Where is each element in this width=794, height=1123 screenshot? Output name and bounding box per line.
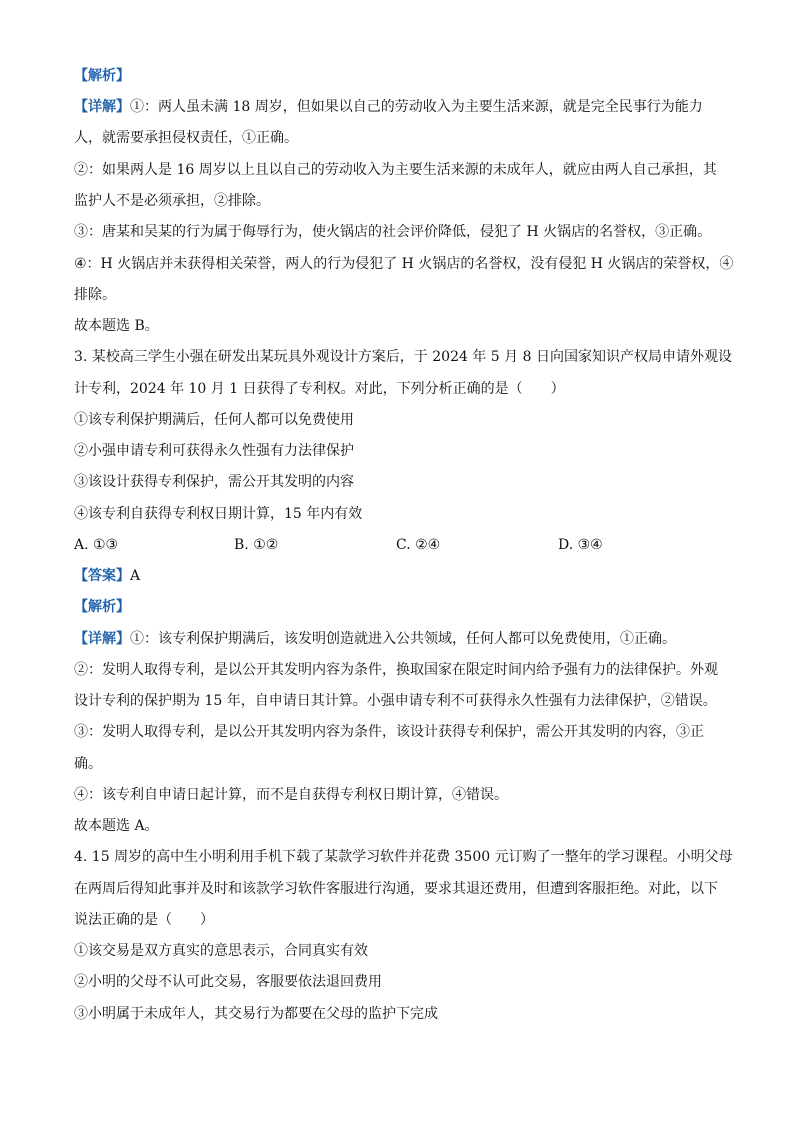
detail-label: 【详解】: [74, 99, 130, 115]
answer-line: [74, 566, 724, 586]
question-3-stem-line-1: 3. 某校高三学生小强在研发出某玩具外观设计方案后，于 2024 年 5 月 8 日向国家知识产权局申请外观设: [74, 349, 732, 365]
paragraph-4-line-1: ④：H 火锅店并未获得相关荣誉，两人的行为侵犯了 H 火锅店的名誉权，没有侵犯 H 火锅店的荣誉权，④: [74, 256, 734, 272]
question-3-item-1: ①该专利保护期满后，任何人都可以免费使用: [74, 412, 354, 428]
question-4-item-2: ②小明的父母不认可此交易，客服要依法退回费用: [74, 974, 382, 990]
question-3-item-4: ④该专利自获得专利权日期计算，15 年内有效: [74, 506, 363, 522]
q3-detail-3-line-2: 确。: [74, 756, 102, 772]
q3-conclusion: 故本题选 A。: [74, 818, 159, 834]
q3-detail-2-line-1: ②：发明人取得专利，是以公开其发明内容为条件，换取国家在限定时间内给予强有力的法律保护。外观: [74, 662, 718, 678]
option-c: C. ②④: [396, 537, 441, 553]
question-3-item-3: ③该设计获得专利保护，需公开其发明的内容: [74, 474, 354, 490]
detail-line-q3: [74, 629, 724, 649]
q3-detail-3-line-1: ③：发明人取得专利，是以公开其发明内容为条件，该设计获得专利保护，需公开其发明的内容，③正: [74, 724, 704, 740]
option-b: B. ①②: [234, 537, 279, 553]
analysis-label-q3: 【解析】: [74, 599, 130, 615]
question-3-item-2: ②小强申请专利可获得永久性强有力法律保护: [74, 443, 354, 459]
conclusion: 故本题选 B。: [74, 318, 159, 334]
answer-value: A: [130, 568, 141, 584]
paragraph-3-line-1: ③：唐某和吴某的行为属于侮辱行为，使火锅店的社会评价降低，侵犯了 H 火锅店的名誉权，③正确。: [74, 224, 712, 240]
question-4-stem-line-3: 说法正确的是（ ）: [74, 912, 214, 928]
detail-text: ①：两人虽未满 18 周岁，但如果以自己的劳动收入为主要生活来源，就是完全民事行为能力: [130, 99, 703, 115]
question-4-stem-line-2: 在两周后得知此事并及时和该款学习软件客服进行沟通，要求其退还费用，但遭到客服拒绝。对此，以下: [74, 881, 718, 897]
question-3-options: [74, 535, 724, 555]
q3-detail-4: ④：该专利自申请日起计算，而不是自获得专利权日期计算，④错误。: [74, 787, 508, 803]
detail-text-q3: ①：该专利保护期满后，该发明创造就进入公共领域，任何人都可以免费使用，①正确。: [130, 631, 676, 647]
question-4-stem-line-1: 4. 15 周岁的高中生小明利用手机下载了某款学习软件并花费 3500 元订购了一整年的学习课程。小明父母: [74, 849, 733, 865]
detail-line: [74, 97, 724, 117]
paragraph-4-line-2: 排除。: [74, 287, 116, 303]
analysis-label: 【解析】: [74, 68, 130, 84]
option-a: A. ①③: [74, 537, 119, 553]
detail-label-q3: 【详解】: [74, 631, 130, 647]
answer-label: 【答案】: [74, 568, 130, 584]
paragraph-2-line-2: 监护人不是必须承担，②排除。: [74, 193, 270, 209]
question-4-item-1: ①该交易是双方真实的意思表示，合同真实有效: [74, 943, 368, 959]
paragraph-2-line-1: ②：如果两人是 16 周岁以上且以自己的劳动收入为主要生活来源的未成年人，就应由两人自己承担，其: [74, 162, 717, 178]
detail-line-2: 人，就需要承担侵权责任，①正确。: [74, 130, 298, 146]
option-d: D. ③④: [558, 537, 603, 553]
question-4-item-3: ③小明属于未成年人，其交易行为都要在父母的监护下完成: [74, 1006, 438, 1022]
question-3-stem-line-2: 计专利，2024 年 10 月 1 日获得了专利权。对此，下列分析正确的是（ ）: [74, 381, 565, 397]
q3-detail-2-line-2: 设计专利的保护期为 15 年，自申请日其计算。小强申请专利不可获得永久性强有力法律保护，②错误。: [74, 693, 717, 709]
